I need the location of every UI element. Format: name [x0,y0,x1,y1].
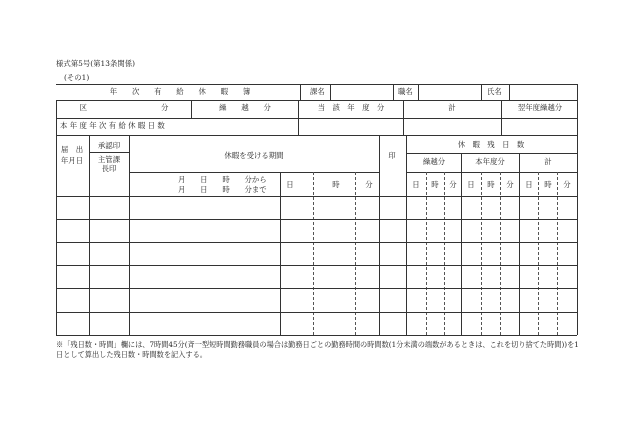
hours-minute-unit: 分 [365,180,373,189]
table-row [56,196,577,197]
form-sub-number: (その1) [64,73,90,82]
period-header: 休暇を受ける期間 [224,151,284,160]
row1-right-border [577,84,578,100]
table-row [56,265,577,266]
rem-total-hour: 時 [544,180,552,189]
period-to-line: 月 日 時 分まで [178,185,267,194]
rem-carryover-label: 繰越分 [422,157,446,166]
rem-current-label: 本年度分 [475,157,505,166]
summary-current-year: 当 該 年 度 分 [317,103,385,112]
table-top-border [56,100,577,101]
request-date-line1: 届 出 [60,145,84,154]
rem-total-label: 計 [544,157,552,166]
rem-col-line [519,153,520,335]
name-label: 氏名 [487,87,502,96]
rem-total-minute: 分 [563,180,571,189]
summary-next-year: 翌年度繰越分 [517,103,563,112]
table-row [56,242,577,243]
row1-divider [393,84,394,100]
rem-current-minute: 分 [506,180,514,189]
table-bottom-border [56,335,577,336]
row1-divider [509,84,510,100]
period-divider [129,172,379,173]
summary-total: 計 [448,103,456,112]
summary-divider [191,100,192,118]
annual-days-label: 本 年 度 年 次 有 給 休 暇 日 数 [60,121,165,130]
col-line-remaining [406,135,407,335]
manager-seal-line1: 主管課 [97,155,121,164]
rem-col-line [461,153,462,335]
table-row [56,312,577,313]
rem-units-divider [406,172,577,173]
summary-mid-line [56,118,577,119]
ledger-title: 年 次 有 給 休 暇 簿 [109,87,251,96]
approval-seal-label: 承認印 [97,141,121,150]
manager-seal-line2: 長印 [101,164,117,173]
remaining-divider [406,153,577,154]
request-date-line2: 年月日 [60,156,84,165]
remaining-header: 休 暇 残 日 数 [457,140,525,149]
hours-day-unit: 日 [286,180,294,189]
col-line-seal [379,135,380,335]
table-row [56,288,577,289]
row1-divider [418,84,419,100]
summary-category: 区 分 [79,103,169,112]
period-from-line: 月 日 時 分から [178,175,267,184]
form-number: 様式第5号(第13条関係) [56,59,135,68]
seal-header: 印 [388,151,396,160]
rem-carryover-day: 日 [412,180,420,189]
approval-divider [89,152,129,153]
dept-label: 課名 [310,87,325,96]
col-line-approval [129,135,130,335]
rem-carryover-minute: 分 [449,180,457,189]
summary-carryover: 繰 越 分 [219,103,271,112]
row1-divider [300,84,301,100]
rem-carryover-hour: 時 [431,180,439,189]
rem-total-day: 日 [525,180,533,189]
row1-divider [481,84,482,100]
summary-bottom-line [56,135,577,136]
row1-top-line [56,84,577,85]
job-title-label: 職名 [398,87,413,96]
col-line-request [89,135,90,335]
table-right-border [577,100,578,335]
hours-hour-unit: 時 [332,180,340,189]
row1-divider [330,84,331,100]
rem-current-hour: 時 [487,180,495,189]
footnote: ※「残日数・時間」欄には、7時間45分(斉一型短時間勤務職員の場合は勤務日ごとの勤務時間の時間数(1分未満の端数があるときは、これを切り捨てた時間))を1日として算出した残日数・時間数を記入する。 [56,340,579,360]
rem-current-day: 日 [467,180,475,189]
table-row [56,219,577,220]
